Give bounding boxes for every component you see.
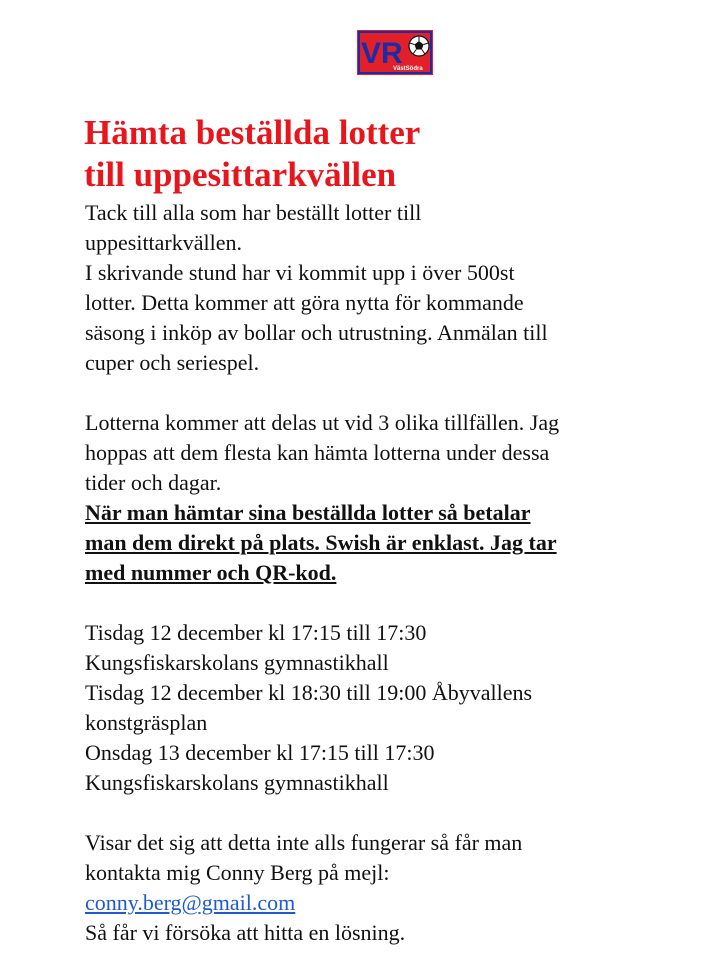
contact-line: Så får vi försöka att hitta en lösning.	[85, 920, 406, 945]
distribution-line: hoppas att dem flesta kan hämta lotterna under dessa	[85, 440, 550, 465]
logo-subtext: VästSödra	[393, 66, 423, 72]
football-icon	[409, 36, 429, 56]
payment-note-line: med nummer och QR-kod.	[85, 560, 337, 585]
page-title	[84, 112, 420, 196]
intro-paragraph	[85, 198, 665, 378]
contact-line: kontakta mig Conny Berg på mejl:	[85, 860, 390, 885]
distribution-line: tider och dagar.	[85, 470, 222, 495]
club-logo-graphic	[357, 30, 433, 75]
schedule-paragraph	[85, 618, 665, 798]
title-line-1: Hämta beställda lotter	[84, 113, 421, 152]
schedule-line: Onsdag 13 december kl 17:15 till 17:30	[85, 740, 435, 765]
intro-line: I skrivande stund har vi kommit upp i över 500st	[85, 260, 515, 285]
club-logo	[357, 30, 433, 75]
email-link[interactable]: conny.berg@gmail.com	[85, 890, 296, 915]
logo-letters: VR	[361, 37, 403, 70]
intro-line: uppesittarkvällen.	[85, 230, 243, 255]
schedule-line: Kungsfiskarskolans gymnastikhall	[85, 650, 389, 675]
paragraph-gap	[85, 588, 665, 618]
payment-note-line: man dem direkt på plats. Swish är enklast. Jag tar	[85, 530, 557, 555]
schedule-line: Tisdag 12 december kl 17:15 till 17:30	[85, 620, 427, 645]
contact-paragraph	[85, 828, 665, 948]
intro-line: cuper och seriespel.	[85, 350, 260, 375]
intro-line: Tack till alla som har beställt lotter till	[85, 200, 422, 225]
intro-line: lotter. Detta kommer att göra nytta för kommande	[85, 290, 524, 315]
document-body	[85, 198, 665, 948]
distribution-line: Lotterna kommer att delas ut vid 3 olika tillfällen. Jag	[85, 410, 560, 435]
paragraph-gap	[85, 798, 665, 828]
schedule-line: konstgräsplan	[85, 710, 208, 735]
payment-note-line: När man hämtar sina beställda lotter så betalar	[85, 500, 531, 525]
title-line-2: till uppesittarkvällen	[84, 155, 397, 194]
contact-line: Visar det sig att detta inte alls fungerar så får man	[85, 830, 523, 855]
intro-line: säsong i inköp av bollar och utrustning. Anmälan till	[85, 320, 548, 345]
schedule-line: Kungsfiskarskolans gymnastikhall	[85, 770, 389, 795]
distribution-paragraph	[85, 408, 665, 588]
schedule-line: Tisdag 12 december kl 18:30 till 19:00 Åbyvallens	[85, 680, 533, 705]
paragraph-gap	[85, 378, 665, 408]
